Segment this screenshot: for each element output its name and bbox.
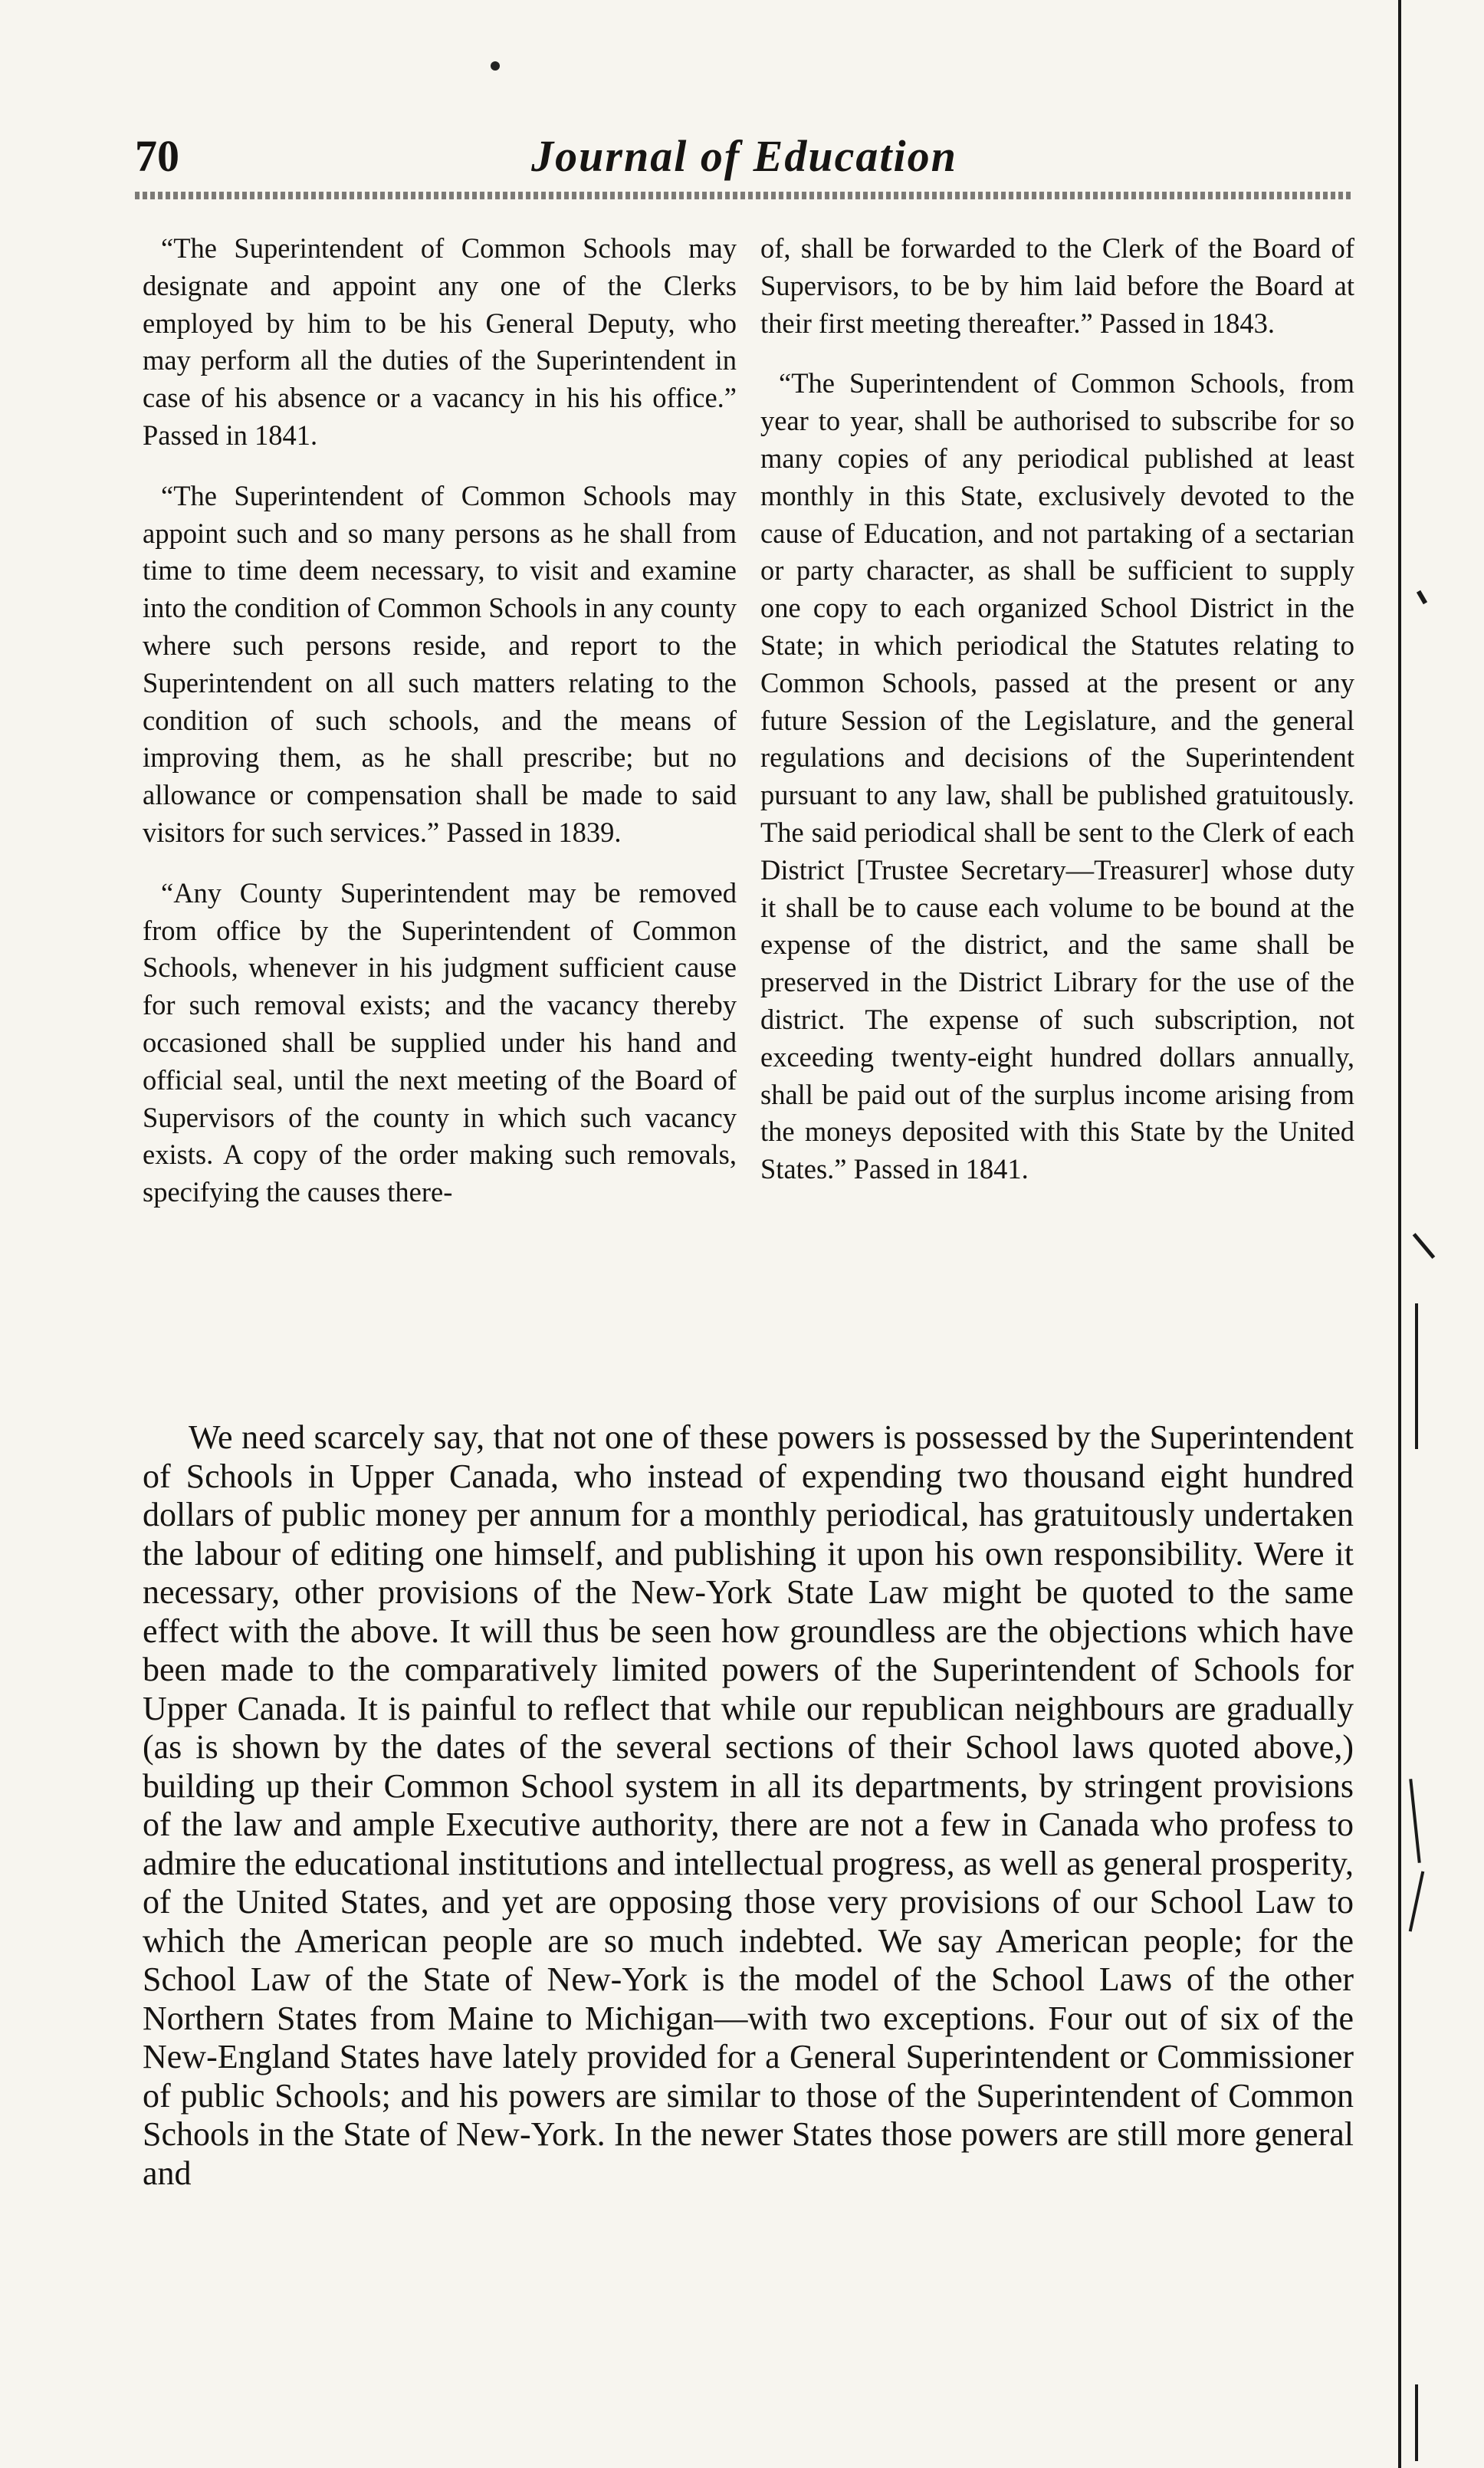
binding-edge <box>1398 0 1401 2468</box>
left-paragraph: “Any County Superintendent may be removed from office by the Superintendent of Common Schools, whenever in his judgment sufficient cause for such removal exists; and the vacancy thereby occasioned shall be supplied under his hand and official seal, until the next meeting of the Board of Supervisors of the county in which such vacancy exists. A copy of the order making such removals, specifying the causes there- <box>143 876 737 1208</box>
printer-dot <box>491 61 500 71</box>
running-title: Journal of Education <box>531 131 957 181</box>
margin-mark <box>1417 590 1427 605</box>
margin-mark <box>1415 2384 1418 2461</box>
right-paragraph: of, shall be forwarded to the Clerk of the Board of Supervisors, to be by him laid before the Board at their first meeting thereafter.” Passed in 1843. <box>760 232 1354 339</box>
margin-mark <box>1409 1871 1425 1931</box>
right-column <box>760 230 1354 1211</box>
margin-mark <box>1409 1779 1420 1863</box>
page-header <box>135 130 1354 199</box>
body-text <box>143 1418 1354 2193</box>
left-column <box>143 230 737 1234</box>
left-paragraph: “The Superintendent of Common Schools may appoint such and so many persons as he shall from time to time deem necessary, to visit and examine into the condition of Common Schools in any county where such persons reside, and report to the Superintendent on all such matters relating to the condition of such schools, and the means of improving them, as he shall prescribe; but no allowance or compensation shall be made to said visitors for such services.” Passed in 1839. <box>143 479 737 848</box>
margin-mark <box>1415 1303 1418 1449</box>
right-paragraph: “The Superintendent of Common Schools, from year to year, shall be authorised to subscribe for so many copies of any periodical published at least monthly in this State, exclusively devoted to the cause of Education, and not partaking of a sectarian or party character, as shall be sufficient to supply one copy to each organized School District in the State; in which periodical the Statutes relating to Common Schools, passed at the present or any future Session of the Legislature, and the general regulations and decisions of the Superintendent pursuant to any law, shall be published gratuitously. The said periodical shall be sent to the Clerk of each District [Trustee Secretary—Treasurer] whose duty it shall be to cause each volume to be bound at the expense of the district, and the same shall be preserved in the District Library for the use of the district. The expense of such subscription, not exceeding twenty-eight hundred dollars annually, shall be paid out of the surplus income arising from the moneys deposited with this State by the United States.” Passed in 1841. <box>760 367 1354 1185</box>
left-paragraph: “The Superintendent of Common Schools may designate and appoint any one of the Clerks employed by him to be his General Deputy, who may perform all the duties of the Superintendent in case of his absence or a vacancy in his his office.” Passed in 1841. <box>143 232 737 451</box>
page-number: 70 <box>135 131 179 181</box>
margin-mark <box>1413 1233 1436 1259</box>
header-rule <box>135 192 1354 199</box>
body-paragraph: We need scarcely say, that not one of these powers is possessed by the Superintendent of Schools in Upper Canada, who instead of expending two thousand eight hundred dollars of public money per annum for a monthly periodical, has gratuitously undertaken the labour of editing one himself, and publishing it upon his own responsibility. Were it necessary, other provisions of the New-York State Law might be quoted to the same effect with the above. It will thus be seen how groundless are the objections which have been made to the comparatively limited powers of the Superintendent of Schools for Upper Canada. It is painful to reflect that while our republican neighbours are gradually (as is shown by the dates of the several sections of their School laws quoted above,) building up their Common School system in all its departments, by stringent provisions of the law and ample Executive authority, there are not a few in Canada who profess to admire the educational institutions and intellectual progress, as well as general prosperity, of the United States, and yet are opposing those very provisions of our School Law to which the American people are so much indebted. We say American people; for the School Law of the State of New-York is the model of the School Laws of the other Northern States from Maine to Michigan—with two exceptions. Four out of six of the New-England States have lately provided for a General Superintendent or Commissioner of public Schools; and his powers are similar to those of the Superintendent of Common Schools in the State of New-York. In the newer States those powers are still more general and <box>143 1418 1354 2192</box>
